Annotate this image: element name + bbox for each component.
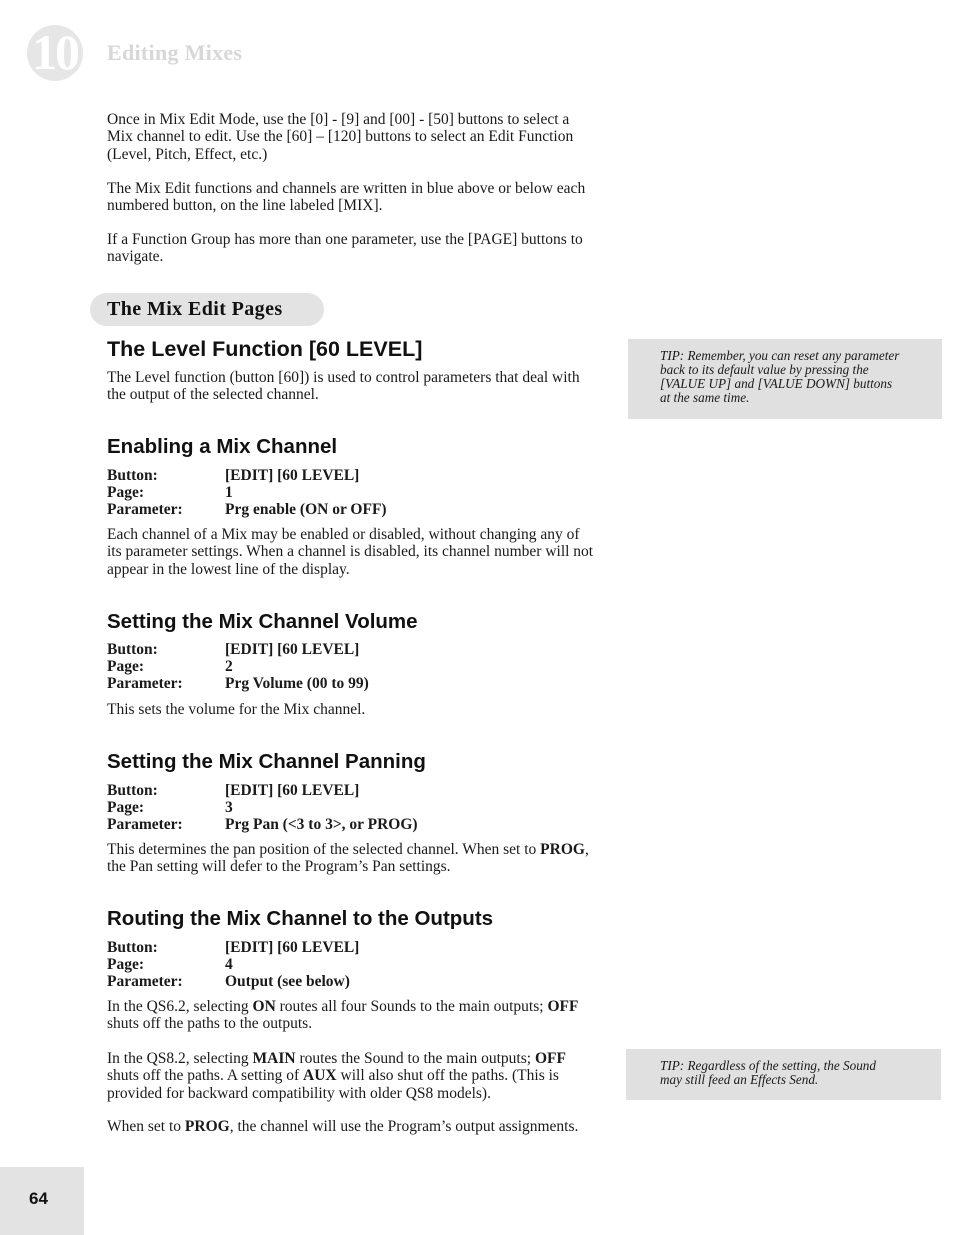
routing-qs62-body: In the QS6.2, selecting ON routes all four Sounds to the main outputs; OFF shuts off the paths to the outputs.: [107, 998, 579, 1033]
routing-prog-body: When set to PROG, the channel will use the Program’s output assignments.: [107, 1118, 579, 1135]
tip-text-effects: TIP: Regardless of the setting, the Sound may still feed an Effects Send.: [660, 1058, 876, 1087]
volume-heading: Setting the Mix Channel Volume: [107, 610, 418, 633]
panning-heading: Setting the Mix Channel Panning: [107, 750, 426, 773]
panning-parameter-value: Prg Pan (<3 to 3>, or PROG): [225, 816, 418, 834]
routing-page-value: 4: [225, 956, 233, 974]
section-title: The Mix Edit Pages: [107, 298, 283, 320]
tip-text-reset: TIP: Remember, you can reset any parameter back to its default value by pressing the [VALUE UP] and [VALUE DOWN] buttons at the same time.: [660, 348, 900, 405]
page-label: Page:: [107, 956, 145, 974]
routing-params: [107, 939, 607, 991]
intro-paragraph-2: The Mix Edit functions and channels are written in blue above or below each numbered button, on the line labeled [MIX].: [107, 180, 586, 215]
page-label: Page:: [107, 799, 145, 817]
button-label: Button:: [107, 467, 158, 484]
intro-paragraph-3: If a Function Group has more than one parameter, use the [PAGE] buttons to navigate.: [107, 231, 583, 266]
chapter-number: 10: [32, 24, 78, 80]
volume-params: [107, 641, 607, 693]
button-label: Button:: [107, 939, 158, 956]
volume-button-value: [EDIT] [60 LEVEL]: [225, 641, 360, 658]
enabling-params: [107, 467, 607, 519]
enabling-heading: Enabling a Mix Channel: [107, 435, 338, 458]
volume-page-value: 2: [225, 658, 233, 676]
level-function-body: The Level function (button [60]) is used to control parameters that deal with the output of the selected channel.: [107, 369, 580, 404]
chapter-title: Editing Mixes: [107, 40, 243, 65]
page-label: Page:: [107, 484, 145, 502]
parameter-label: Parameter:: [107, 973, 183, 991]
enabling-body: Each channel of a Mix may be enabled or disabled, without changing any of its parameter settings. When a channel is disabled, its channel number will not appear in the lowest line of the display.: [107, 526, 594, 578]
routing-qs82-body: In the QS8.2, selecting MAIN routes the Sound to the main outputs; OFF shuts off the paths. A setting of AUX will also shut off the paths. (This is provided for backward compatibility with older QS8 models).: [107, 1050, 566, 1102]
routing-heading: Routing the Mix Channel to the Outputs: [107, 907, 494, 930]
panning-params: [107, 782, 607, 834]
enabling-page-value: 1: [225, 484, 233, 502]
panning-button-value: [EDIT] [60 LEVEL]: [225, 782, 360, 799]
level-function-heading: The Level Function [60 LEVEL]: [107, 337, 423, 361]
panning-body: This determines the pan position of the selected channel. When set to PROG, the Pan setting will defer to the Program’s Pan settings.: [107, 841, 589, 876]
button-label: Button:: [107, 782, 158, 799]
parameter-label: Parameter:: [107, 816, 183, 834]
parameter-label: Parameter:: [107, 675, 183, 693]
volume-body: This sets the volume for the Mix channel.: [107, 701, 366, 718]
panning-page-value: 3: [225, 799, 233, 817]
intro-paragraph-1: Once in Mix Edit Mode, use the [0] - [9] and [00] - [50] buttons to select a Mix channel to edit. Use the [60] – [120] buttons to select an Edit Function (Level, Pitch, Effect, etc.): [107, 111, 574, 163]
routing-parameter-value: Output (see below): [225, 973, 350, 991]
page-number: 64: [29, 1189, 48, 1208]
routing-button-value: [EDIT] [60 LEVEL]: [225, 939, 360, 956]
page-label: Page:: [107, 658, 145, 676]
volume-parameter-value: Prg Volume (00 to 99): [225, 675, 369, 693]
parameter-label: Parameter:: [107, 501, 183, 519]
enabling-button-value: [EDIT] [60 LEVEL]: [225, 467, 360, 484]
button-label: Button:: [107, 641, 158, 658]
enabling-parameter-value: Prg enable (ON or OFF): [225, 501, 387, 519]
